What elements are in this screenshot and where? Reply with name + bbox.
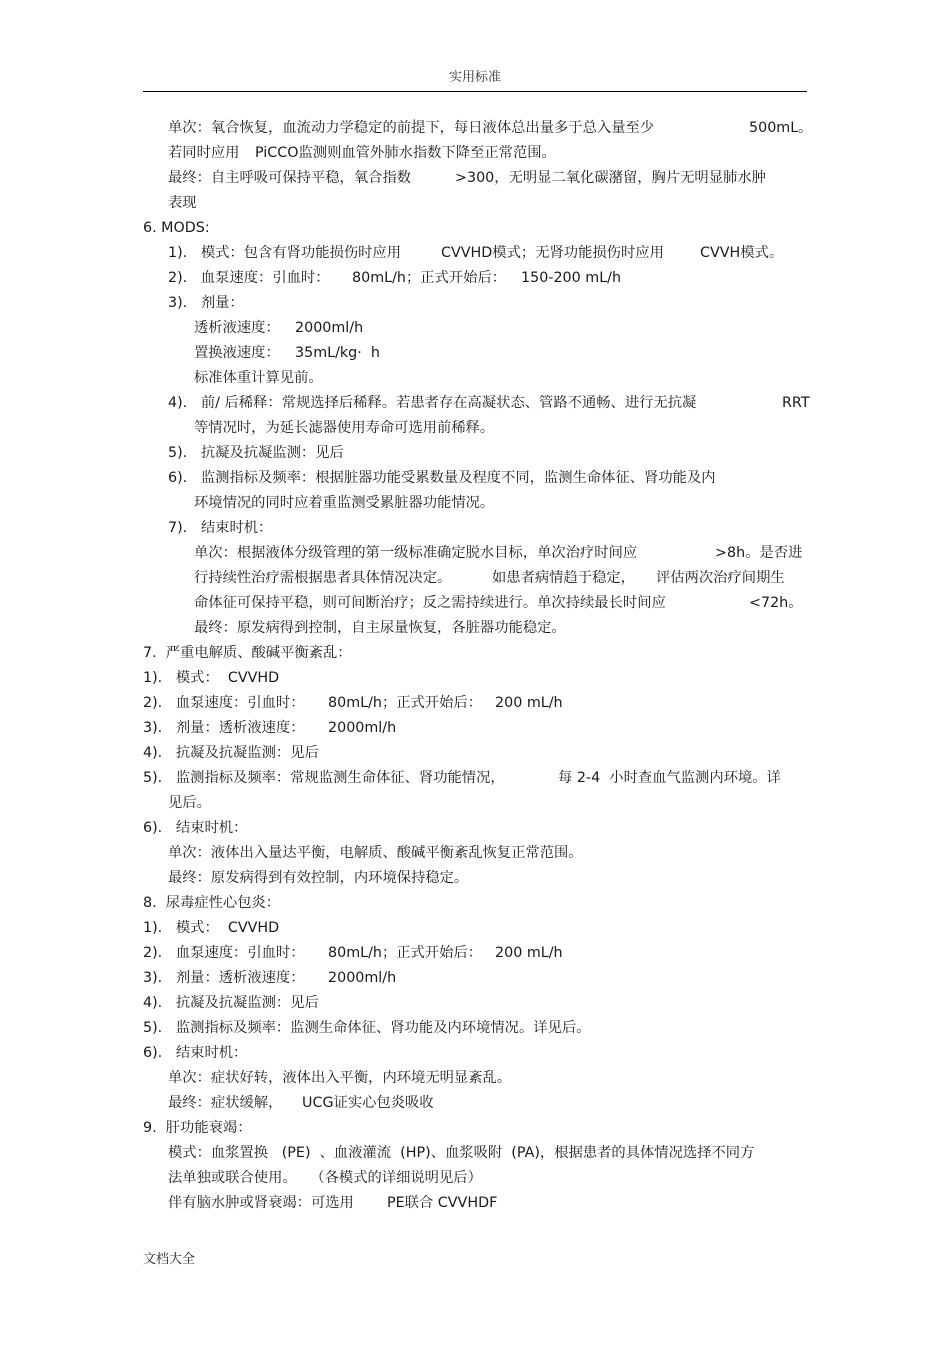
text-line: 7). 结束时机： — [168, 520, 273, 536]
text-line: 6). 结束时机： — [143, 1045, 248, 1061]
text-line: 4). 抗凝及抗凝监测：见后 — [143, 995, 319, 1011]
text-line: CVVH模式。 — [700, 245, 784, 261]
text-line: 2000ml/h — [295, 320, 364, 336]
text-line: 标准体重计算见前。 — [194, 370, 323, 386]
text-line: 200 mL/h — [495, 945, 563, 961]
text-line: 模式：血浆置换 (PE) 、血液灌流 (HP)、血浆吸附 (PA)，根据患者的具体情况选择不同方 — [168, 1145, 755, 1161]
page-header: 实用标准 — [448, 70, 501, 85]
text-line: 80mL/h；正式开始后： — [352, 270, 507, 286]
text-line: 最终：症状缓解， — [168, 1095, 283, 1111]
text-line: 7. 严重电解质、酸碱平衡紊乱： — [143, 645, 352, 661]
text-line: 5). 抗凝及抗凝监测：见后 — [168, 445, 344, 461]
text-line: 环境情况的同时应着重监测受累脏器功能情况。 — [194, 495, 495, 511]
text-line: 最终：原发病得到控制，自主尿量恢复，各脏器功能稳定。 — [194, 620, 566, 636]
text-line: 6). 监测指标及频率：根据脏器功能受累数量及程度不同，监测生命体征、肾功能及内 — [168, 470, 716, 486]
text-line: PE联合 CVVHDF — [387, 1195, 498, 1211]
text-line: 1). 模式： CVVHD — [143, 670, 280, 686]
text-line: 置换液速度： — [194, 345, 280, 361]
text-line: 6). 结束时机： — [143, 820, 248, 836]
text-line: 2000ml/h — [328, 720, 397, 736]
text-line: UCG证实心包炎吸收 — [302, 1095, 434, 1111]
text-line: CVVHD模式；无肾功能损伤时应用 — [441, 245, 664, 261]
text-line: 单次：液体出入量达平衡，电解质、酸碱平衡紊乱恢复正常范围。 — [168, 845, 583, 861]
page-footer: 文档大全 — [143, 1252, 196, 1267]
text-line: 3). 剂量： — [168, 295, 244, 311]
text-line: 500mL。 — [749, 120, 813, 136]
text-line: 2). 血泵速度：引血时： — [143, 945, 305, 961]
text-line: 单次：氧合恢复，血流动力学稳定的前提下，每日液体总出量多于总入量至少 — [168, 120, 655, 136]
text-line: 见后。 — [168, 795, 211, 811]
text-line: 150-200 mL/h — [521, 270, 622, 286]
text-line: 3). 剂量：透析液速度： — [143, 970, 305, 986]
text-line: >8h。是否进 — [715, 545, 803, 561]
text-line: 如患者病情趋于稳定， — [492, 570, 635, 586]
text-line: 6. MODS: — [143, 220, 210, 236]
text-line: 单次：症状好转，液体出入平衡，内环境无明显紊乱。 — [168, 1070, 512, 1086]
text-line: 9. 肝功能衰竭： — [143, 1120, 252, 1136]
text-line: 表现 — [168, 195, 197, 211]
text-line: 1). 模式： CVVHD — [143, 920, 280, 936]
text-line: 8. 尿毒症性心包炎： — [143, 895, 281, 911]
text-line: 评估两次治疗间期生 — [656, 570, 785, 586]
text-line: 法单独或联合使用。 （各模式的详细说明见后） — [168, 1170, 482, 1186]
text-line: 若同时应用 — [168, 145, 240, 161]
text-line: PiCCO监测则血管外肺水指数下降至正常范围。 — [255, 145, 556, 161]
text-line: 2). 血泵速度：引血时： — [143, 695, 305, 711]
text-line: 最终：自主呼吸可保持平稳，氧合指数 — [168, 170, 412, 186]
text-line: 80mL/h；正式开始后： — [328, 695, 483, 711]
text-line: 5). 监测指标及频率：常规监测生命体征、肾功能情况， — [143, 770, 505, 786]
text-line: 行持续性治疗需根据患者具体情况决定。 — [194, 570, 452, 586]
text-line: 80mL/h；正式开始后： — [328, 945, 483, 961]
text-line: 命体征可保持平稳，则可间断治疗；反之需持续进行。单次持续最长时间应 — [194, 595, 666, 611]
text-line: 2). 血泵速度：引血时： — [168, 270, 330, 286]
text-line: 伴有脑水肿或肾衰竭：可选用 — [168, 1195, 354, 1211]
text-line: 单次：根据液体分级管理的第一级标准确定脱水目标，单次治疗时间应 — [194, 545, 638, 561]
text-line: >300，无明显二氧化碳潴留，胸片无明显肺水肿 — [455, 170, 766, 186]
text-line: 200 mL/h — [495, 695, 563, 711]
text-line: 4). 前/ 后稀释：常规选择后稀释。若患者存在高凝状态、管路不通畅、进行无抗凝 — [168, 395, 697, 411]
text-line: 1). 模式：包含有肾功能损伤时应用 — [168, 245, 402, 261]
text-line: 等情况时，为延长滤器使用寿命可选用前稀释。 — [194, 420, 495, 436]
text-line: 透析液速度： — [194, 320, 280, 336]
text-line: 4). 抗凝及抗凝监测：见后 — [143, 745, 319, 761]
text-line: <72h。 — [749, 595, 803, 611]
text-line: 5). 监测指标及频率：监测生命体征、肾功能及内环境情况。详见后。 — [143, 1020, 591, 1036]
text-line: 每 2-4 小时查血气监测内环境。详 — [558, 770, 781, 786]
header-rule — [143, 91, 807, 92]
text-line: RRT — [782, 395, 810, 411]
text-line: 2000ml/h — [328, 970, 397, 986]
text-line: 35mL/kg· h — [295, 345, 380, 361]
text-line: 3). 剂量：透析液速度： — [143, 720, 305, 736]
text-line: 最终：原发病得到有效控制，内环境保持稳定。 — [168, 870, 469, 886]
